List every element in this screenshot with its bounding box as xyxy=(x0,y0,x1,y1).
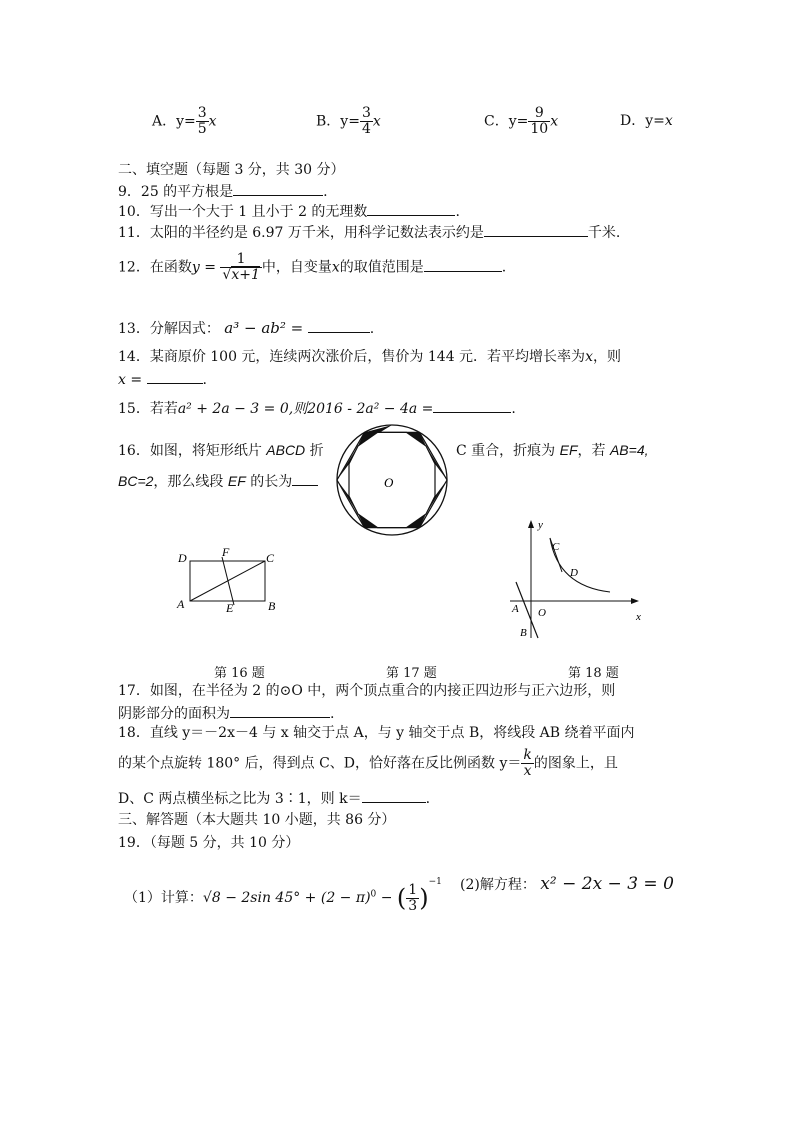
question-14-line1: 14．某商原价 100 元，连续两次涨价后，售价为 144 元．若平均增长率为x，则 xyxy=(118,349,621,365)
fig18-label-b: B xyxy=(520,627,527,639)
question-17-line2: 阴影部分的面积为 . xyxy=(118,703,334,724)
question-17-line1: 17．如图，在半径为 2 的⊙O 中，两个顶点重合的内接正四边形与正六边形，则 xyxy=(118,683,616,699)
q12-fraction: $\frac{1}{√x+1}$ xyxy=(222,251,260,283)
figure-16-diagram xyxy=(172,544,282,616)
question-13: 13．分解因式： a³ − ab² = . xyxy=(118,319,375,337)
figure-18-diagram xyxy=(506,516,646,642)
fig18-label-a: A xyxy=(512,603,519,615)
q19-fraction: $\frac{1}{3}$ xyxy=(408,881,418,914)
caption-18: 第 18 题 xyxy=(568,666,619,681)
question-19-part1: （1）计算：√8 − 2sin $45^\circ + (2 - \pi)^0$ − ( $\frac{1}{3}$ )$^{-1}$ xyxy=(124,877,442,914)
fig16-label-c: C xyxy=(266,551,275,565)
choice-c: C．y= $\frac{9}{10}$ x xyxy=(484,105,559,137)
fig18-label-x: x xyxy=(636,611,641,623)
section2-title: 二、填空题（每题 3 分，共 30 分） xyxy=(118,162,345,178)
section3-title: 三、解答题（本大题共 10 小题，共 86 分） xyxy=(118,812,396,828)
fig18-label-d: D xyxy=(570,567,578,579)
fig17-label-o: O xyxy=(384,475,394,490)
fig18-label-o: O xyxy=(538,607,546,619)
answer-blank-13 xyxy=(308,318,370,333)
fig16-label-d: D xyxy=(178,551,187,565)
question-14-line2: x = . xyxy=(118,369,207,390)
fig18-label-y: y xyxy=(538,519,543,531)
answer-blank-9 xyxy=(233,181,323,196)
answer-blank-10 xyxy=(367,201,455,216)
choice-a-fraction: $\frac{3}{5}$ xyxy=(197,105,207,137)
answer-blank-18 xyxy=(362,788,426,803)
question-15: 15．若若a² + 2a − 3 = 0,则2016 - 2a² − 4a = . xyxy=(118,398,516,419)
choice-a: A．y= $\frac{3}{5}$ x xyxy=(152,105,217,137)
question-18-line1: 18．直线 y＝－2x－4 与 x 轴交于点 A，与 y 轴交于点 B，将线段 AB 绕着平面内 xyxy=(118,725,635,741)
question-16-line1-cont: C 重合，折痕为 EF，若 AB=4, xyxy=(456,442,649,459)
question-16-line2: BC=2，那么线段 EF 的长为 xyxy=(118,471,318,492)
answer-blank-14 xyxy=(147,369,203,384)
choice-b-fraction: $\frac{3}{4}$ xyxy=(361,105,371,137)
choice-c-fraction: $\frac{9}{10}$ xyxy=(530,105,549,137)
caption-16: 第 16 题 xyxy=(214,666,265,681)
answer-blank-15 xyxy=(433,398,511,413)
fig16-label-e: E xyxy=(226,601,234,615)
question-12: 12．在函数y = $\frac{1}{√x+1}$ 中，自变量x的取值范围是 . xyxy=(118,251,507,283)
q18-fraction: $\frac{k}{x}$ xyxy=(523,747,532,779)
answer-blank-12 xyxy=(424,257,502,272)
question-10: 10．写出一个大于 1 且小于 2 的无理数 . xyxy=(118,201,460,222)
choice-d: D．y=x xyxy=(620,113,673,129)
fig18-label-c: C xyxy=(552,541,560,553)
choice-b: B．y= $\frac{3}{4}$ x xyxy=(316,105,381,137)
question-18-line3: D、C 两点横坐标之比为 3∶1，则 k＝ . xyxy=(118,788,430,809)
question-11: 11．太阳的半径约是 6.97 万千米，用科学记数法表示约是 千米. xyxy=(118,222,620,243)
question-19-title: 19．（每题 5 分，共 10 分） xyxy=(118,835,300,851)
question-16-line1: 16．如图，将矩形纸片 ABCD 折 xyxy=(118,442,324,459)
fig16-label-b: B xyxy=(268,599,276,613)
figure-17-diagram xyxy=(334,422,450,538)
caption-17: 第 17 题 xyxy=(386,666,437,681)
question-9: 9．25 的平方根是 . xyxy=(118,181,328,202)
fig16-label-f: F xyxy=(222,545,230,559)
question-19-part2: (2)解方程： x² − 2x − 3 = 0 xyxy=(460,874,674,894)
answer-blank-17 xyxy=(230,703,330,718)
answer-blank-16 xyxy=(292,471,318,486)
answer-blank-11 xyxy=(484,222,588,237)
fig16-label-a: A xyxy=(177,597,185,611)
question-18-line2: 的某个点旋转 180° 后，得到点 C、D，恰好落在反比例函数 y＝ $\frac{k}{x}$ 的图象上，且 xyxy=(118,747,618,779)
